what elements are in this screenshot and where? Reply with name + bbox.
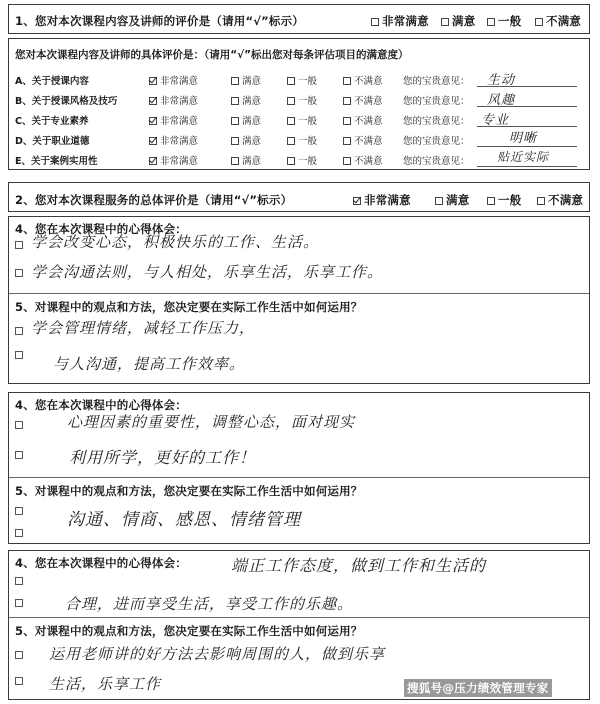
checkbox-icon[interactable] — [15, 241, 23, 249]
opt-very-satisfied[interactable]: 非常满意 — [149, 93, 198, 107]
checkbox-icon[interactable] — [231, 137, 239, 145]
service-option-average[interactable]: 一般 — [487, 192, 521, 208]
opt-very-satisfied[interactable]: 非常满意 — [149, 153, 198, 167]
row-label: A、关于授课内容 — [15, 76, 89, 87]
apply-answer-2[interactable]: 生活，乐享工作 — [49, 675, 162, 693]
opt-dissatisfied[interactable]: 不满意 — [343, 153, 383, 167]
service-option-very-satisfied[interactable]: 非常满意 — [353, 192, 411, 208]
checked-checkbox-icon[interactable] — [149, 97, 157, 105]
overall-question: 1、您对本次课程内容及讲师的评价是（请用“√”标示） — [15, 14, 304, 28]
checkbox-icon[interactable] — [15, 351, 23, 359]
rating-row-c — [9, 111, 589, 129]
opt-very-satisfied[interactable]: 非常满意 — [149, 73, 198, 87]
checkbox-icon[interactable] — [287, 77, 295, 85]
opt-satisfied[interactable]: 满意 — [231, 73, 261, 87]
insight-answer-1[interactable]: 学会改变心态，积极快乐的工作、生活。 — [31, 233, 320, 251]
checkbox-icon[interactable] — [535, 18, 543, 26]
overall-option-very-satisfied[interactable]: 非常满意 — [371, 13, 429, 29]
opt-dissatisfied[interactable]: 不满意 — [343, 73, 383, 87]
checked-checkbox-icon[interactable] — [353, 197, 361, 205]
checked-checkbox-icon[interactable] — [149, 157, 157, 165]
insight-answer-2[interactable]: 学会沟通法则，与人相处，乐享生活，乐享工作。 — [31, 263, 384, 281]
rating-row-a — [9, 71, 589, 89]
service-option-dissatisfied[interactable]: 不满意 — [537, 192, 583, 208]
checkbox-icon[interactable] — [15, 421, 23, 429]
opt-dissatisfied[interactable]: 不满意 — [343, 93, 383, 107]
service-rating-box — [8, 182, 590, 212]
checkbox-icon[interactable] — [15, 677, 23, 685]
checked-checkbox-icon[interactable] — [149, 77, 157, 85]
checkbox-icon[interactable] — [287, 117, 295, 125]
checkbox-icon[interactable] — [287, 157, 295, 165]
checkbox-icon[interactable] — [441, 18, 449, 26]
opinion-label: 您的宝贵意见： — [403, 156, 470, 167]
row-label: B、关于授课风格及技巧 — [15, 96, 118, 107]
opt-dissatisfied[interactable]: 不满意 — [343, 113, 383, 127]
checkbox-icon[interactable] — [15, 651, 23, 659]
insight-question: 4、您在本次课程中的心得体会： — [15, 556, 187, 570]
checkbox-icon[interactable] — [343, 137, 351, 145]
apply-question: 5、对课程中的观点和方法，您决定要在实际工作生活中如何运用？ — [15, 484, 363, 498]
checkbox-icon[interactable] — [343, 97, 351, 105]
apply-question: 5、对课程中的观点和方法，您决定要在实际工作生活中如何运用？ — [15, 624, 363, 638]
opt-satisfied[interactable]: 满意 — [231, 93, 261, 107]
specific-rating-box — [8, 38, 590, 170]
opt-very-satisfied[interactable]: 非常满意 — [149, 133, 198, 147]
apply-answer-1[interactable]: 运用老师讲的好方法去影响周围的人，做到乐享 — [49, 645, 386, 663]
specific-title: 您对本次课程内容及讲师的具体评价是：（请用“√”标出您对每条评估项目的满意度） — [15, 49, 409, 61]
opinion-label: 您的宝贵意见： — [403, 96, 470, 107]
apply-question: 5、对课程中的观点和方法，您决定要在实际工作生活中如何运用？ — [15, 300, 363, 314]
feedback-block-3 — [8, 550, 590, 700]
service-question: 2、您对本次课程服务的总体评价是（请用“√”标示） — [15, 193, 293, 207]
checkbox-icon[interactable] — [231, 97, 239, 105]
opinion-value[interactable]: 明晰 — [509, 131, 538, 146]
watermark: 搜狐号@压力绩效管理专家 — [404, 679, 552, 697]
checkbox-icon[interactable] — [15, 599, 23, 607]
checkbox-icon[interactable] — [487, 197, 495, 205]
checkbox-icon[interactable] — [15, 269, 23, 277]
checkbox-icon[interactable] — [537, 197, 545, 205]
opt-satisfied[interactable]: 满意 — [231, 113, 261, 127]
opt-average[interactable]: 一般 — [287, 153, 317, 167]
apply-answer-1[interactable]: 沟通、情商、感恩、情绪管理 — [67, 510, 301, 530]
checkbox-icon[interactable] — [15, 529, 23, 537]
opt-very-satisfied[interactable]: 非常满意 — [149, 113, 198, 127]
opt-satisfied[interactable]: 满意 — [231, 133, 261, 147]
rating-row-b — [9, 91, 589, 109]
checkbox-icon[interactable] — [15, 507, 23, 515]
opt-average[interactable]: 一般 — [287, 113, 317, 127]
insight-answer-1[interactable]: 心理因素的重要性，调整心态，面对现实 — [67, 413, 356, 431]
checkbox-icon[interactable] — [231, 117, 239, 125]
feedback-block-2 — [8, 392, 590, 544]
opinion-value[interactable]: 贴近实际 — [497, 150, 550, 164]
checkbox-icon[interactable] — [487, 18, 495, 26]
opinion-label: 您的宝贵意见： — [403, 136, 470, 147]
checkbox-icon[interactable] — [15, 327, 23, 335]
insight-question: 4、您在本次课程中的心得体会： — [15, 222, 187, 236]
opinion-value[interactable]: 风趣 — [487, 93, 516, 108]
checkbox-icon[interactable] — [231, 77, 239, 85]
checkbox-icon[interactable] — [435, 197, 443, 205]
opinion-value[interactable]: 生动 — [487, 73, 516, 88]
checkbox-icon[interactable] — [343, 157, 351, 165]
insight-answer-1[interactable]: 端正工作态度，做到工作和生活的 — [231, 556, 487, 575]
opinion-label: 您的宝贵意见： — [403, 116, 470, 127]
row-label: D、关于职业道德 — [15, 136, 90, 147]
apply-answer-2[interactable]: 与人沟通，提高工作效率。 — [53, 355, 246, 373]
service-option-satisfied[interactable]: 满意 — [435, 192, 469, 208]
checkbox-icon[interactable] — [287, 137, 295, 145]
rating-row-e — [9, 151, 589, 169]
feedback-block-1 — [8, 216, 590, 384]
opt-average[interactable]: 一般 — [287, 133, 317, 147]
row-label: E、关于案例实用性 — [15, 156, 98, 167]
overall-option-average[interactable]: 一般 — [487, 13, 521, 29]
checkbox-icon[interactable] — [15, 577, 23, 585]
opt-satisfied[interactable]: 满意 — [231, 153, 261, 167]
overall-option-satisfied[interactable]: 满意 — [441, 13, 475, 29]
overall-option-dissatisfied[interactable]: 不满意 — [535, 13, 581, 29]
overall-rating-box — [8, 4, 590, 34]
checkbox-icon[interactable] — [231, 157, 239, 165]
opt-dissatisfied[interactable]: 不满意 — [343, 133, 383, 147]
checkbox-icon[interactable] — [343, 117, 351, 125]
checkbox-icon[interactable] — [343, 77, 351, 85]
checked-checkbox-icon[interactable] — [149, 117, 157, 125]
rating-row-d — [9, 131, 589, 149]
opinion-value[interactable]: 专业 — [481, 113, 510, 128]
opt-average[interactable]: 一般 — [287, 93, 317, 107]
checkbox-icon[interactable] — [371, 18, 379, 26]
row-label: C、关于专业素养 — [15, 116, 89, 127]
checkbox-icon[interactable] — [15, 451, 23, 459]
opt-average[interactable]: 一般 — [287, 73, 317, 87]
apply-answer-1[interactable]: 学会管理情绪，减轻工作压力， — [31, 319, 256, 337]
insight-answer-2[interactable]: 利用所学，更好的工作！ — [69, 448, 257, 467]
checkbox-icon[interactable] — [287, 97, 295, 105]
checked-checkbox-icon[interactable] — [149, 137, 157, 145]
insight-question: 4、您在本次课程中的心得体会： — [15, 398, 187, 412]
insight-answer-2[interactable]: 合理，进而享受生活，享受工作的乐趣。 — [65, 595, 354, 613]
opinion-label: 您的宝贵意见： — [403, 76, 470, 87]
